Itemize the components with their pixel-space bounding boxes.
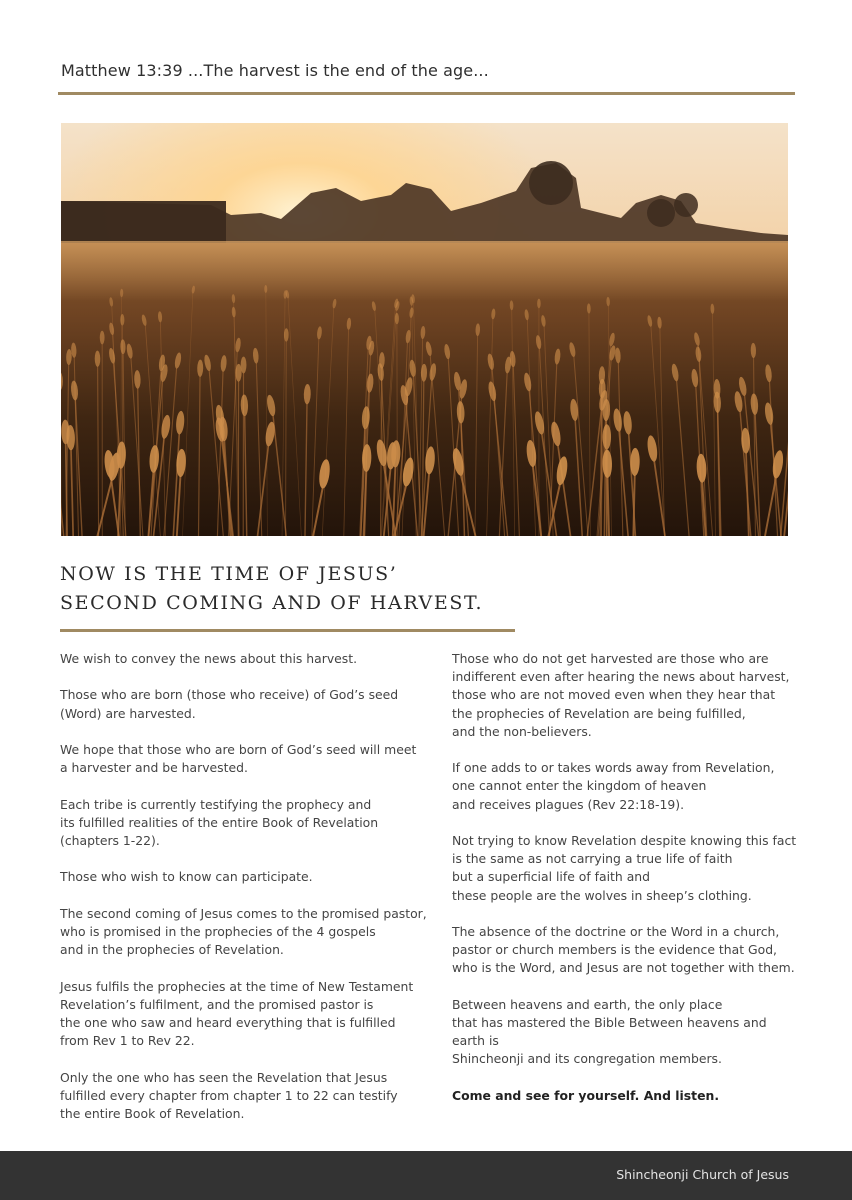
paragraph: Not trying to know Revelation despite knowing this fact is the same as not carrying a true life of faith but a superficial life of faith and these people are the wolves in sheep’s clothing. bbox=[452, 833, 797, 903]
wheat-field-photo bbox=[61, 123, 788, 536]
headline-line-2: SECOND COMING AND OF HARVEST. bbox=[60, 592, 484, 614]
paragraph: Between heavens and earth, the only place that has mastered the Bible Between heavens and earth is Shincheonji and its congregation members. bbox=[452, 996, 767, 1067]
paragraph: Jesus fulfils the prophecies at the time of New Testament Revelation’s fulfilment, and the promised pastor is the one who saw and heard everything that is fulfilled from Rev 1 to Rev 22. bbox=[60, 978, 414, 1049]
paragraph: Those who wish to know can participate. bbox=[60, 869, 313, 885]
paragraph: Only the one who has seen the Revelation that Jesus fulfilled every chapter from chapter 1 to 22 can testify the entire Book of Revelation. bbox=[60, 1069, 398, 1121]
paragraph: Those who do not get harvested are those who are indifferent even after hearing the news about harvest, those who are not moved even when they hear that the prophecies of Revelation are being fulfilled, and the non-believers. bbox=[452, 651, 790, 739]
paragraph: The second coming of Jesus comes to the promised pastor, who is promised in the prophecies of the 4 gospels and in the prophecies of Revelation. bbox=[60, 905, 427, 958]
header-verse: Matthew 13:39 ...The harvest is the end of the age... bbox=[61, 61, 489, 80]
headline-divider bbox=[60, 629, 515, 632]
paragraph: The absence of the doctrine or the Word in a church, pastor or church members is the evidence that God, who is the Word, and Jesus are not together with them. bbox=[452, 924, 795, 976]
paragraph: We wish to convey the news about this harvest. bbox=[60, 651, 358, 666]
headline-line-1: NOW IS THE TIME OF JESUS’ bbox=[60, 563, 398, 585]
paragraph: We hope that those who are born of God’s seed will meet a harvester and be harvested. bbox=[60, 741, 417, 776]
body-column-left bbox=[60, 650, 435, 1141]
footer-organization: Shincheonji Church of Jesus bbox=[616, 1167, 789, 1182]
paragraph: If one adds to or takes words away from Revelation, one cannot enter the kingdom of heaven and receives plagues (Rev 22:18-19). bbox=[452, 760, 775, 812]
paragraph: Those who are born (those who receive) of God’s seed (Word) are harvested. bbox=[60, 687, 399, 721]
closing-call-to-action: Come and see for yourself. And listen. bbox=[452, 1087, 720, 1103]
top-divider bbox=[58, 92, 795, 95]
body-column-right bbox=[452, 650, 802, 1123]
headline bbox=[60, 560, 483, 618]
footer-bar bbox=[0, 1151, 852, 1200]
paragraph: Each tribe is currently testifying the prophecy and its fulfilled realities of the entire Book of Revelation (chapters 1-22). bbox=[60, 796, 379, 848]
